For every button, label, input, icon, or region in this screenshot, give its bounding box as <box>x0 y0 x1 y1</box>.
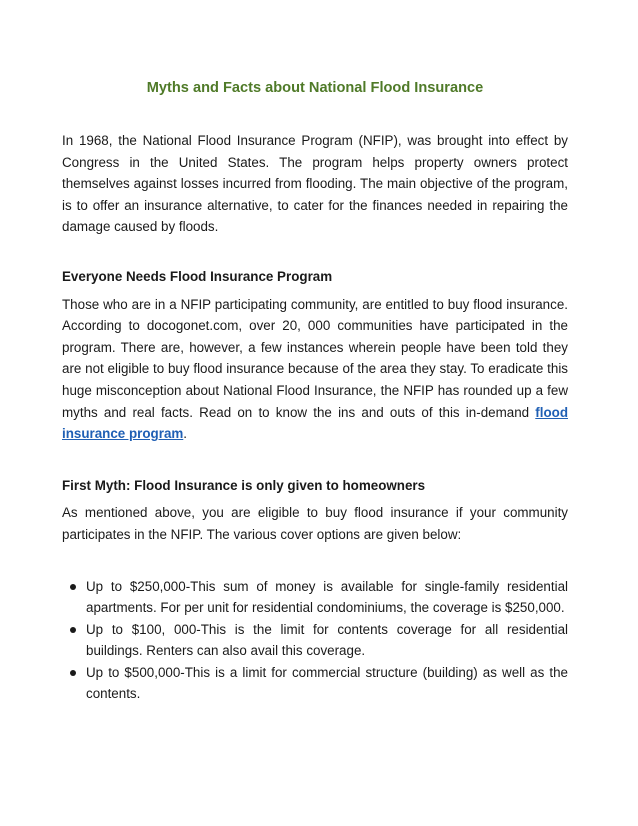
document-title: Myths and Facts about National Flood Insurance <box>146 80 484 96</box>
section-heading-everyone-needs: Everyone Needs Flood Insurance Program <box>62 268 333 284</box>
list-item <box>62 619 568 662</box>
list-item-text: Up to $500,000-This is a limit for commercial structure (building) as well as the contents. <box>86 664 568 702</box>
list-item-text: Up to $100, 000-This is the limit for contents coverage for all residential buildings. Renters can also avail this coverage. <box>86 621 568 659</box>
bullet-icon <box>70 584 76 590</box>
coverage-options-list <box>62 576 568 706</box>
bullet-icon <box>70 670 76 676</box>
section1-text: Those who are in a NFIP participating community, are entitled to buy flood insurance. According to docogonet.com, over 20, 000 communities have participated in the program. There are, however, a few instances wherein people have been told they are not eligible to buy flood insurance because of the area they stay. To eradicate this huge misconception about National Flood Insurance, the NFIP has rounded up a few myths and real facts. Read on to know the ins and outs of this in-demand <box>62 296 568 420</box>
spacer <box>62 238 568 266</box>
bullet-icon <box>70 627 76 633</box>
flood-insurance-program-link[interactable]: flood insurance program <box>62 404 568 442</box>
section1-text-end: . <box>183 426 188 442</box>
intro-paragraph: In 1968, the National Flood Insurance Program (NFIP), was brought into effect by Congress in the United States. The program helps property owners protect themselves against losses incurred from flooding. The main objective of the program, is to offer an insurance alternative, to cater for the finances needed in repairing the damage caused by floods. <box>62 133 568 235</box>
list-item <box>62 576 568 619</box>
spacer <box>62 546 568 576</box>
list-item <box>62 662 568 705</box>
document-page <box>62 72 568 705</box>
section2-paragraph: As mentioned above, you are eligible to buy flood insurance if your community participates in the NFIP. The various cover options are given below: <box>62 505 568 542</box>
spacer <box>62 445 568 475</box>
list-item-text: Up to $250,000-This sum of money is available for single-family residential apartments. For per unit for residential condominiums, the coverage is $250,000. <box>86 578 568 616</box>
section-heading-first-myth: First Myth: Flood Insurance is only given to homeowners <box>62 477 426 493</box>
section1-paragraph <box>62 294 568 445</box>
